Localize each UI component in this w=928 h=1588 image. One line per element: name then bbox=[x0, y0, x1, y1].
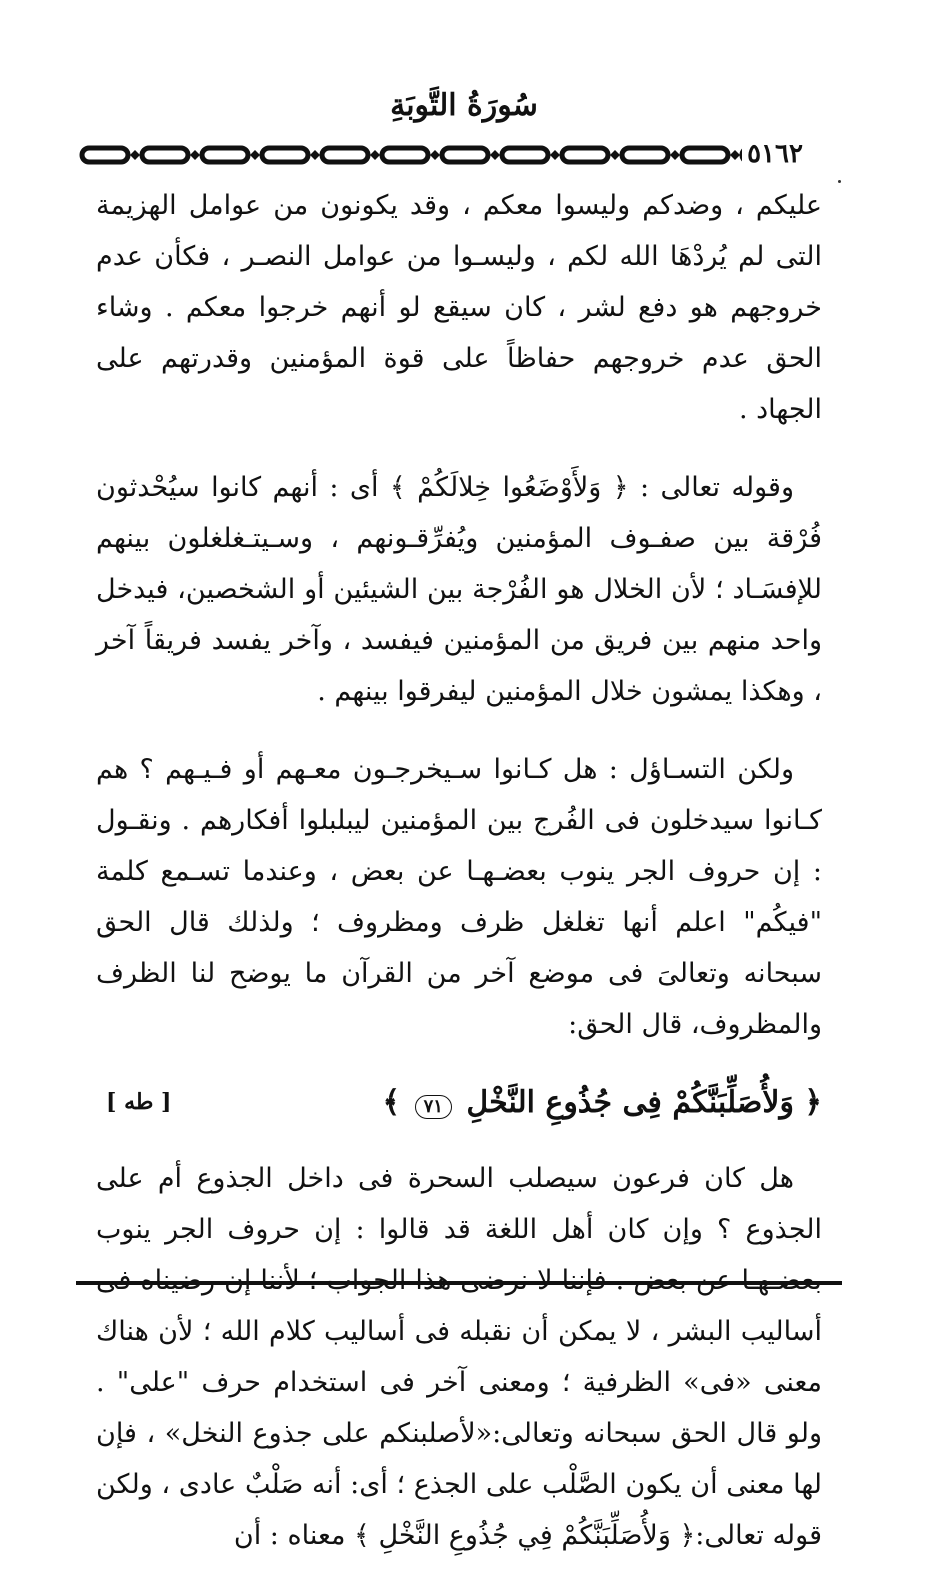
chain-link bbox=[562, 148, 608, 162]
surah-reference: [ طه ] bbox=[106, 1088, 172, 1115]
chain-ornament-icon bbox=[78, 138, 840, 172]
chain-link bbox=[442, 148, 488, 162]
chain-diamond bbox=[190, 150, 200, 160]
verse-number-badge: ٧١ bbox=[415, 1095, 452, 1119]
chain-link bbox=[682, 148, 728, 162]
chain-diamond bbox=[730, 150, 740, 160]
chain-link bbox=[622, 148, 668, 162]
chain-link bbox=[382, 148, 428, 162]
verse-text: ﴿ وَلأُصَلِّبَنَّكُمْ فِى جُذُوعِ النَّخْلِ bbox=[466, 1084, 822, 1120]
page-number: ٥١٦٢ bbox=[742, 140, 808, 168]
chain-link bbox=[502, 148, 548, 162]
chain-diamond bbox=[430, 150, 440, 160]
quran-verse bbox=[383, 1077, 822, 1128]
chain-link bbox=[322, 148, 368, 162]
chain-diamond bbox=[610, 150, 620, 160]
paragraph-2: وقوله تعالى : ﴿ وَلأَوْضَعُوا خِلالَكُمْ ﴾ أى : أنهم كانوا سيُحْدثون فُرْقة بين صفـوف المؤمنين ويُفرِّقـونهم ، وسـيتـغلغلون بينهم للإفسَـاد ؛ لأن الخلال هو الفُرْجة بين الشيئين أو الشخصين، فيدخل واحد منهم بين فريق من المؤمنين فيفسد ، وآخر يفسد فريقاً آخر ، وهكذا يمشون خلال المؤمنين ليفرقوا بينهم . bbox=[96, 472, 822, 707]
chain-diamond bbox=[310, 150, 320, 160]
chain-diamond bbox=[490, 150, 500, 160]
header-ornament-border bbox=[78, 138, 840, 172]
paragraph-4: هل كان فرعون سيصلب السحرة فى داخل الجذوع أم على الجذوع ؟ وإن كان أهل اللغة قد قالوا : إن حروف الجر ينوب أساليب البشر ، لا يمكن أن نقبله فى أساليب كلام الله ؛ لأن هناك معنى «فى» الظرفية ؛ ومعنى آخر فى استخدام حرف "على" . ولو قال الحق سبحانه وتعالى:«لأصلبنكم على جذوع النخل» ، فإن لها معنى أن يكون الصَّلْب على الجذع ؛ أى: أنه صَلْبٌ عادى ، ولكن قوله تعالى:﴿ وَلأُصَلِّبَنَّكُمْ فِي جُذُوعِ النَّخْلِ ﴾ معناه : أن bbox=[96, 1163, 822, 1551]
chain-link bbox=[262, 148, 308, 162]
footer-rule bbox=[76, 1281, 842, 1285]
paragraph-3: ولكن التسـاؤل : هل كـانوا سـيخرجـون معـهم أو فـيـهم ؟ هم كـانوا سيدخلون فى الفُرج بين المؤمنين ليبلبلوا أفكارهم . ونقـول : إن حروف الجر ينوب بعضـهـا عن بعض ، وعندما تسـمع كلمة "فيكُم" اعلم أنها تغلغل ظرف ومظروف ؛ ولذلك قال الحق سبحانه وتعالىَ فى موضع آخر من القرآن ما يوضح لنا الظرف والمظروف، قال الحق: bbox=[96, 754, 822, 1040]
verse-closing-bracket: ﴾ bbox=[382, 1084, 401, 1120]
chain-diamond bbox=[370, 150, 380, 160]
chain-link bbox=[82, 148, 128, 162]
chain-link bbox=[142, 148, 188, 162]
paragraph-1: عليكم ، وضدكم وليسوا معكم ، وقد يكونون من عوامل الهزيمة التى لم يُردْهَا الله لكم ، وليسـوا من عوامل النصـر ، فكأن عدم خروجهم هو دفع لشر ، كان سيقع لو أنهم خرجوا معكم . وشاء الحق عدم خروجهم حفاظاً على قوة المؤمنين وقدرتهم على الجهاد . bbox=[96, 190, 822, 425]
chain-diamond bbox=[550, 150, 560, 160]
quran-verse-block bbox=[96, 1073, 822, 1131]
chain-diamond bbox=[670, 150, 680, 160]
chain-link bbox=[202, 148, 248, 162]
chain-diamond bbox=[130, 150, 140, 160]
page-body bbox=[96, 180, 822, 1588]
surah-title: سُورَةُ التَّوبَةِ bbox=[390, 88, 538, 123]
chain-diamond bbox=[250, 150, 260, 160]
print-speck bbox=[838, 180, 841, 183]
